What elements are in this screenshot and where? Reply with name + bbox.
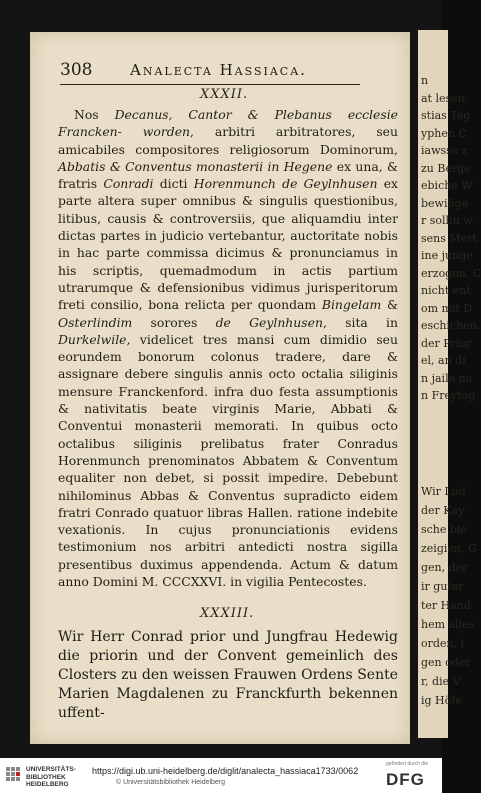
facing-page-fragment: r, die V bbox=[421, 675, 461, 688]
permalink-url[interactable]: https://digi.ub.uni-heidelberg.de/diglit/analecta_hassiaca1733/0062 bbox=[92, 766, 359, 776]
facing-page-fragment: Wir Lud bbox=[421, 485, 466, 498]
facing-page-fragment: der Prior bbox=[421, 336, 472, 350]
facing-page-fragment: zeigien, G bbox=[421, 542, 477, 555]
dfg-logo: DFG bbox=[386, 770, 425, 789]
facing-page-fragment: bewilige bbox=[421, 196, 469, 210]
header-rule bbox=[60, 84, 360, 85]
text-run: Nos bbox=[74, 107, 115, 122]
latin-charter-text bbox=[58, 106, 398, 590]
facing-page-fragment: zu Berge bbox=[421, 161, 471, 175]
facing-page-fragment: eschichen. bbox=[421, 319, 481, 332]
funding-label: gefördert durch die bbox=[386, 761, 428, 767]
facing-page-edge bbox=[418, 30, 481, 738]
facing-page-fragment: ebiche W bbox=[421, 179, 473, 192]
facing-page-fragment: r sollin w bbox=[421, 214, 473, 227]
facing-page-fragment: yphen C bbox=[421, 126, 467, 140]
text-run: , sita in bbox=[322, 314, 398, 330]
italic-run: Osterlindim bbox=[58, 314, 133, 330]
facing-page-fragment: ig Höfe bbox=[421, 694, 462, 707]
facing-page-fragment: ter Hand bbox=[421, 599, 471, 612]
book-page bbox=[30, 32, 410, 744]
latin-paragraph bbox=[58, 106, 398, 590]
facing-page-fragment: ine junge bbox=[421, 249, 473, 262]
italic-run: Decanus, Cantor & Plebanus ecclesie Francken- worden bbox=[58, 107, 398, 140]
facing-page-fragment: ir guter bbox=[421, 580, 464, 593]
facing-page-fragment: n Freytag bbox=[421, 389, 476, 402]
running-header bbox=[60, 60, 360, 82]
facing-page-fragment: sens Mert bbox=[421, 231, 477, 245]
facing-page-fragment: hem alles bbox=[421, 618, 475, 631]
italic-run: de Geylnhusen bbox=[215, 314, 323, 330]
text-run: , arbitri arbitratores, seu amicabiles compositores religiosorum Dominorum, bbox=[58, 124, 398, 157]
facing-page-fragment: om mit D bbox=[421, 301, 473, 315]
section-number-33: XXXIII. bbox=[200, 606, 255, 621]
facing-page-fragment: el, an di bbox=[421, 354, 466, 367]
italic-run: Conradi bbox=[103, 176, 154, 192]
facing-page-fragment: iawsse z bbox=[421, 144, 468, 157]
section-number-32: XXXII. bbox=[200, 87, 249, 102]
institution-name: UNIVERSITÄTS-BIBLIOTHEK HEIDELBERG bbox=[26, 766, 76, 789]
italic-run: Bingelam bbox=[321, 297, 382, 313]
text-run: dicti bbox=[153, 176, 194, 192]
library-logo-icon bbox=[6, 767, 22, 783]
facing-page-fragment: der Kay bbox=[421, 504, 465, 517]
text-run: , videlicet tres mansi cum dimidio seu eorundem bonorum colonus tradere, dare & assignare debere singulis annis octo octalia siliginis mensure Franckenford. infra duo festa assumptionis & nativitatis beate virginis Marie, Abbati & Conventui monasterii memorati. In quibus octo octalibus siliginis prelibatus frater Conradus Horenmunch prenominatos Abbatem & Conventum equaliter non debet, si possit impedire. Debebunt nihilominus Abbas & Conventus supradicto eidem fratri Conrado quatuor libras Hallen. ratione indebite vexationis. In cujus pronunciationis evidens testimonium nos arbitri antedicti nostra sigilla presentibus duximus appendenda. Actum & datum anno Domini M. CCCXXVI. in vigilia Pentecostes. bbox=[58, 331, 398, 590]
running-title: Analecta Hassiaca. bbox=[130, 61, 307, 79]
facing-page-fragment: gen oder bbox=[421, 656, 471, 669]
italic-run: Abbatis & Conventus monasterii in Hegene bbox=[58, 158, 333, 174]
german-paragraph: Wir Herr Conrad prior und Jungfrau Hedewig die priorin und der Convent gemeinlich des Closters zu den weissen Frauwen Ordens Sente Marien Magdalenen zu Franckfurth bekennen uffent- bbox=[58, 629, 398, 721]
italic-run: Durkelwile bbox=[58, 331, 127, 347]
viewer-footer bbox=[0, 758, 442, 793]
italic-run: Horenmunch de Geylnhusen bbox=[193, 176, 378, 192]
facing-page-fragment: sche bie bbox=[421, 523, 467, 536]
text-run: & bbox=[381, 297, 399, 313]
german-charter-text bbox=[58, 628, 398, 723]
page-number: 308 bbox=[60, 60, 93, 80]
text-run: ex una, & fratris bbox=[58, 158, 399, 192]
facing-page-fragment: nicht ent bbox=[421, 284, 471, 297]
facing-page-fragment: stias Tag bbox=[421, 109, 471, 122]
facing-page-fragment: erzogen. C bbox=[421, 266, 481, 280]
facing-page-fragment: at lesen, bbox=[421, 91, 469, 105]
copyright-notice: © Universitätsbibliothek Heidelberg bbox=[116, 779, 226, 786]
text-run: ex parte altera super omnibus & singulis questionibus, litibus, causis & controversiis, que aliquamdiu inter dictas partes in judicio vertebantur, auctoritate nobis in hac parte commissa dicimus & pronunciamus in his scriptis, quemadmodum in actis partium utrarumque & defensionibus vidimus jurisperitorum freti consilio, bona relicta per quondam bbox=[58, 176, 399, 313]
facing-page-fragment: n bbox=[421, 74, 429, 87]
facing-page-fragment: gen, der bbox=[421, 561, 468, 574]
facing-page-fragment: orden, i bbox=[421, 637, 465, 650]
text-run: sorores bbox=[132, 314, 216, 330]
facing-page-fragment: n jaile na bbox=[421, 371, 473, 385]
